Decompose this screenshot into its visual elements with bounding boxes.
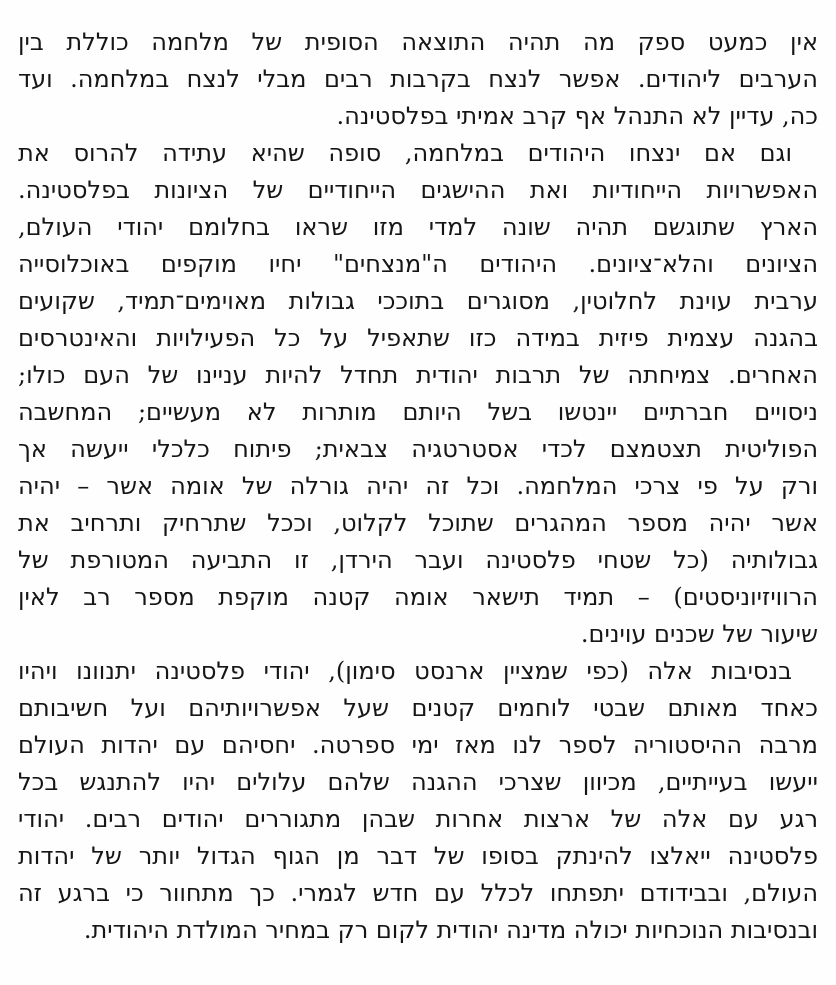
text-line: בהגנה עצמית פיזית במידה כזו שתאפיל על כל הפעילויות והאינטרסים <box>18 324 818 352</box>
text-line: רגע עם אלה של ארצות אחרות שבהן מתגוררים יהודים רבים. יהודי <box>18 805 819 833</box>
paragraph-3 <box>18 653 818 949</box>
text-line: העולם, ובבידודם יתפתחו לכלל עם חדש לגמרי. כך מתחוור כי ברגע זה <box>18 879 818 907</box>
text-line: הציונים והלא־ציונים. היהודים ה"מנצחים" יחיו מוקפים באוכלוסייה <box>18 250 818 278</box>
text-line: כאחד מאותם שבטי לוחמים קטנים שעל אפשרויותיהם ועל חשיבותם <box>18 694 818 722</box>
text-line: ורק על פי צרכי המלחמה. וכל זה יהיה גורלה של אומה אשר – יהיה <box>18 472 818 500</box>
text-line: בנסיבות אלה (כפי שמציין ארנסט סימון), יהודי פלסטינה יתנוונו ויהיו <box>18 657 792 685</box>
text-line: הערבים ליהודים. אפשר לנצח בקרבות רבים מבלי לנצח במלחמה. ועד <box>18 65 818 93</box>
text-line: אין כמעט ספק מה תהיה התוצאה הסופית של מלחמה כוללת בין <box>18 28 818 56</box>
text-line: ובנסיבות הנוכחיות יכולה מדינה יהודית לקום רק במחיר המולדת היהודית. <box>83 916 818 944</box>
text-line: ניסויים חברתיים יינטשו בשל היותם מותרות לא מעשיים; המחשבה <box>18 398 818 426</box>
text-line: הרוויזיוניסטים) – תמיד תישאר אומה קטנה מוקפת מספר רב לאין <box>18 583 818 611</box>
text-line: וגם אם ינצחו היהודים במלחמה, סופה שהיא עתידה להרוס את <box>18 139 792 167</box>
text-line: הארץ שתוגשם תהיה שונה למדי מזו שראו בחלומם יהודי העולם, <box>18 213 818 241</box>
text-line: האפשרויות הייחודיות ואת ההישגים הייחודיים של הציונות בפלסטינה. <box>18 176 818 204</box>
paragraph-2 <box>18 135 818 653</box>
text-line: אשר יהיה מספר המהגרים שתוכל לקלוט, וככל שתרחיק ותרחיב את <box>18 509 818 537</box>
text-line: האחרים. צמיחתה של תרבות יהודית תחדל להיות עניינו של העם כולו; <box>18 361 818 389</box>
text-line: ייעשו בעייתיים, מכיוון שצרכי ההגנה שלהם עלולים יהיו להתנגש בכל <box>18 768 818 796</box>
paragraph-1 <box>18 24 818 135</box>
text-line: שיעור של שכנים עוינים. <box>580 620 818 648</box>
text-line: ערבית עוינת לחלוטין, מסוגרים בתוככי גבולות מאוימים־תמיד, שקועים <box>18 287 818 315</box>
text-line: כה, עדיין לא התנהל אף קרב אמיתי בפלסטינה. <box>336 102 818 130</box>
text-line: הפוליטית תצטמצם לכדי אסטרטגיה צבאית; פיתוח כלכלי ייעשה אך <box>18 435 818 463</box>
text-line: מרבה ההיסטוריה לספר לנו מאז ימי ספרטה. יחסיהם עם יהדות העולם <box>18 731 818 759</box>
text-line: גבולותיה (כל שטחי פלסטינה ועבר הירדן, זו התביעה המטורפת של <box>18 546 818 574</box>
text-line: פלסטינה ייאלצו להינתק בסופו של דבר מן הגוף הגדול יותר של יהדות <box>18 842 818 870</box>
